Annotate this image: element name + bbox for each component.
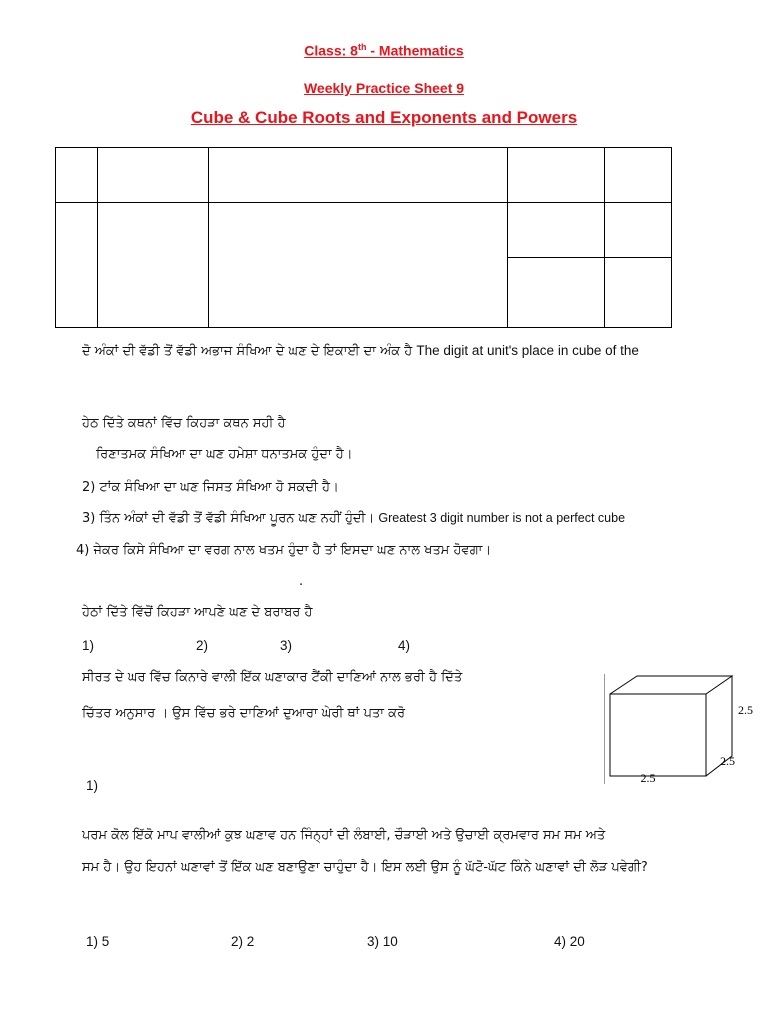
cube-top-face [610,676,732,694]
table-cell [508,258,605,328]
cube-drawing [604,674,754,784]
q3-option-3: 3) [280,638,293,653]
question-5-line-1: ਪਰਮ ਕੋਲ ਇੱਕੋ ਮਾਪ ਵਾਲੀਆਂ ਕੁਝ ਘਣਾਵ ਹਨ ਜਿੰਨ੍ਹਾਂ ਦੀ ਲੰਬਾਈ, ਚੌੜਾਈ ਅਤੇ ਉਚਾਈ ਕ੍ਰਮਵਾਰ ਸਮ ਸਮ ਅਤੇ [82,828,606,843]
figure-label-bottom: 2.5 [640,771,656,784]
statement-3 [82,511,625,526]
question-3-stem: ਹੇਠਾਂ ਦਿੱਤੇ ਵਿੱਚੋਂ ਕਿਹੜਾ ਆਪਣੇ ਘਣ ਦੇ ਬਰਾਬਰ ਹੈ [82,605,313,620]
q3-option-4: 4) [398,638,411,653]
question-5-line-2: ਸਮ ਹੈ। ਉਹ ਇਹਨਾਂ ਘਣਾਵਾਂ ਤੋਂ ਇੱਕ ਘਣ ਬਣਾਉਣਾ ਚਾਹੁੰਦਾ ਹੈ। ਇਸ ਲਈ ਉਸ ਨੂੰ ਘੱਟੋ-ਘੱਟ ਕਿੰਨੇ ਘਣਾਵਾਂ ਦੀ ਲੋੜ ਪਵੇਗੀ? [82,860,648,875]
cube-figure [604,674,754,784]
q5-option-2: 2) 2 [231,934,255,949]
q5-option-3: 3) 10 [367,934,398,949]
question-1-punjabi: ਦੋ ਅੰਕਾਂ ਦੀ ਵੱਡੀ ਤੋਂ ਵੱਡੀ ਅਭਾਜ ਸੰਖਿਆ ਦੇ ਘਣ ਦੇ ਇਕਾਈ ਦਾ ਅੰਕ ਹੈ [82,344,413,359]
q3-option-1: 1) [82,638,95,653]
table-cell [56,203,98,328]
table-cell [98,148,209,203]
table-cell [98,203,209,328]
class-heading: Class: 8th - Mathematics [304,42,464,59]
sheet-heading: Weekly Practice Sheet 9 [303,80,465,96]
table-cell [209,148,508,203]
statement-2: 2) ਟਾਂਕ ਸੰਖਿਆ ਦਾ ਘਣ ਜਿਸਤ ਸੰਖਿਆ ਹੋ ਸਕਦੀ ਹੈ। [82,480,339,495]
statement-3-english: Greatest 3 digit number is not a perfect cube [378,511,626,525]
statement-3-punjabi: 3) ਤਿੰਨ ਅੰਕਾਂ ਦੀ ਵੱਡੀ ਤੋਂ ਵੱਡੀ ਸੰਖਿਆ ਪੂਰਨ ਘਣ ਨਹੀਂ ਹੁੰਦੀ। [82,511,375,526]
q5-option-1: 1) 5 [86,934,110,949]
table-cell [508,148,605,203]
table-cell [605,203,672,258]
question-1-english: The digit at unit's place in cube of the [416,343,639,358]
q4-option-1: 1) [86,778,99,793]
table-cell [605,258,672,328]
topic-heading: Cube & Cube Roots and Exponents and Powers [190,108,578,127]
table-cell [508,203,605,258]
question-1 [82,343,639,359]
question-2-stem: ਹੇਠ ਦਿੱਤੇ ਕਥਨਾਂ ਵਿੱਚ ਕਿਹੜਾ ਕਥਨ ਸਹੀ ਹੈ [82,416,286,431]
cube-front-face [610,694,706,776]
table-cell [56,148,98,203]
question-4-line-2: ਚਿੱਤਰ ਅਨੁਸਾਰ । ਉਸ ਵਿੱਚ ਭਰੇ ਦਾਣਿਆਂ ਦੁਆਰਾ ਘੇਰੀ ਥਾਂ ਪਤਾ ਕਰੋ [82,706,406,721]
stray-dot: . [299,574,304,589]
table-cell [209,203,508,328]
info-table [55,147,672,328]
statement-4: 4) ਜੇਕਰ ਕਿਸੇ ਸੰਖਿਆ ਦਾ ਵਰਗ ਨਾਲ ਖਤਮ ਹੁੰਦਾ ਹੈ ਤਾਂ ਇਸਦਾ ਘਣ ਨਾਲ ਖਤਮ ਹੋਵਗਾ। [76,543,492,558]
statement-1: ਰਿਣਾਤਮਕ ਸੰਖਿਆ ਦਾ ਘਣ ਹਮੇਸ਼ਾ ਧਨਾਤਮਕ ਹੁੰਦਾ ਹੈ। [96,447,353,462]
table-cell [605,148,672,203]
figure-frame [604,674,611,784]
question-4-line-1: ਸੀਰਤ ਦੇ ਘਰ ਵਿੱਚ ਕਿਨਾਰੇ ਵਾਲੀ ਇੱਕ ਘਣਾਕਾਰ ਟੈਂਕੀ ਦਾਣਿਆਂ ਨਾਲ ਭਰੀ ਹੈ ਦਿੱਤੇ [82,670,463,685]
q5-option-4: 4) 20 [554,934,585,949]
figure-label-right: 2.5 [738,703,753,717]
figure-label-bottom-right: 2.5 [720,754,735,768]
q3-option-2: 2) [196,638,209,653]
